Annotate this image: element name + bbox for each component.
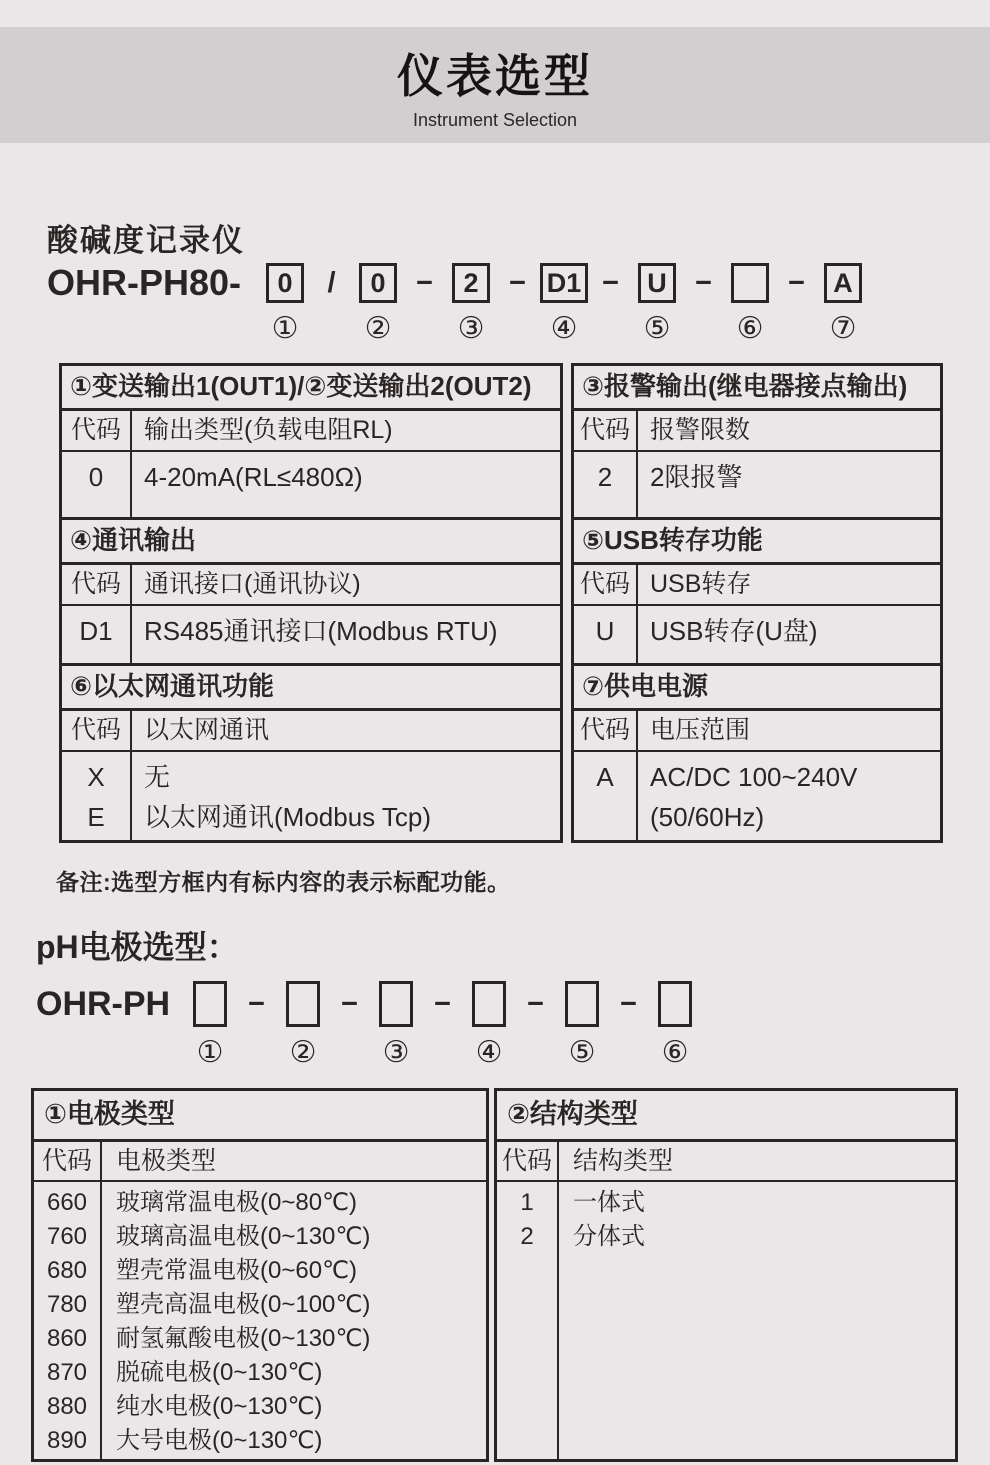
code-line: 680 [46,1257,88,1284]
model-separator: − [341,987,359,1020]
code-cell: U [574,606,638,663]
code-line: A [596,762,614,792]
electrode-type-rows [34,1182,486,1459]
group2-right-subheader [574,565,940,606]
desc-cell [132,752,560,840]
desc-line: 纯水电极(0~130℃) [116,1393,323,1420]
electrode-type-title: ①电极类型 [34,1091,486,1142]
model-code-box: U [638,263,676,303]
slot-number: ⑥ [736,312,764,345]
page-subtitle: Instrument Selection [412,109,578,130]
code-line: 1 [520,1189,534,1216]
slot-number: ⑤ [568,1036,596,1069]
group1-right-title: ③报警输出(继电器接点输出) [574,366,940,411]
model-slot [722,263,778,344]
code-line: X [87,762,105,792]
desc-cell [638,752,940,840]
desc-line: (50/60Hz) [650,802,765,832]
code-header: 代码 [34,1142,102,1180]
model-slot [629,263,685,344]
model-separator: − [434,987,452,1020]
group3-right-row [574,752,940,840]
desc-line: 脱硫电极(0~130℃) [116,1359,323,1386]
group2-left-row [62,606,560,666]
slot-number: ⑦ [829,312,857,345]
structure-type-subheader [497,1142,955,1182]
slot-number: ① [196,1036,224,1069]
group2-left-title: ④通讯输出 [62,520,560,565]
model-code-box: 0 [359,263,397,303]
model-code-box-empty [731,263,769,303]
desc-header: 输出类型(负载电阻RL) [144,416,393,444]
code-line: 660 [46,1189,88,1216]
desc-line: 玻璃常温电极(0~80℃) [116,1189,357,1216]
code-line: 2 [520,1223,534,1250]
recorder-model-line [47,263,871,344]
desc-line: 耐氢氟酸电极(0~130℃) [116,1325,371,1352]
desc-line: 分体式 [573,1223,645,1250]
code-header: 代码 [62,411,132,450]
group3-right-subheader [574,711,940,752]
slot-number: ④ [550,312,578,345]
model-code-box: A [824,263,862,303]
desc-header: 以太网通讯 [144,716,270,744]
code-cell [497,1182,559,1459]
group2-right-title: ⑤USB转存功能 [574,520,940,565]
model-slot [350,263,406,344]
desc-line: 大号电极(0~130℃) [116,1427,323,1454]
electrode-model-prefix: OHR-PH [36,985,171,1023]
code-header: 代码 [497,1142,559,1180]
model-slot [257,263,313,344]
group3-left-rows [62,752,560,840]
group3-left-title: ⑥以太网通讯功能 [62,666,560,711]
electrode-type-subheader [34,1142,486,1182]
code-cell [34,1182,102,1459]
code-cell [62,752,132,840]
code-line: 880 [46,1393,88,1420]
model-code-box-empty [565,981,599,1027]
code-header: 代码 [62,711,132,750]
desc-header: 报警限数 [650,416,751,444]
model-slot [368,981,424,1068]
model-code-box-empty [379,981,413,1027]
code-line: E [87,802,105,832]
model-separator: / [327,266,336,299]
desc-cell: 2限报警 [650,462,743,492]
model-code-box: 0 [266,263,304,303]
desc-line: 玻璃高温电极(0~130℃) [116,1223,371,1250]
group1-left-subheader [62,411,560,452]
slot-number: ③ [457,312,485,345]
group1-left-title: ①变送输出1(OUT1)/②变送输出2(OUT2) [62,366,560,411]
code-cell [574,752,638,840]
code-cell: 0 [62,452,132,517]
code-line: 890 [46,1427,88,1454]
model-slot [461,981,517,1068]
desc-line: 以太网通讯(Modbus Tcp) [144,802,432,832]
model-code-box-empty [193,981,227,1027]
model-slot [443,263,499,344]
model-code-box: 2 [452,263,490,303]
code-line: 860 [46,1325,88,1352]
code-line: 780 [46,1291,88,1318]
electrode-model-line [36,981,703,1068]
desc-header: 结构类型 [573,1147,674,1175]
slot-number: ② [364,312,392,345]
code-cell: 2 [574,452,638,517]
spec-table-right-column [571,363,943,843]
code-header: 代码 [574,411,638,450]
model-slot [182,981,238,1068]
model-slot [815,263,871,344]
model-separator: − [416,266,433,299]
desc-header: 通讯接口(通讯协议) [144,570,361,598]
desc-cell [559,1182,955,1459]
code-header: 代码 [574,565,638,604]
desc-cell: RS485通讯接口(Modbus RTU) [144,616,498,646]
slot-number: ③ [382,1036,410,1069]
slot-number: ④ [475,1036,503,1069]
slot-number: ⑥ [661,1036,689,1069]
group1-right-subheader [574,411,940,452]
structure-type-title: ②结构类型 [497,1091,955,1142]
slot-number: ⑤ [643,312,671,345]
page-title: 仪表选型 [397,49,593,102]
desc-header: 电压范围 [650,716,751,744]
electrode-table [31,1088,958,1462]
spec-table [59,363,943,843]
model-code-box-empty [658,981,692,1027]
electrode-table-left-column [31,1088,489,1462]
model-slot [554,981,610,1068]
code-header: 代码 [62,565,132,604]
desc-cell [102,1182,486,1459]
model-separator: − [248,987,266,1020]
model-slot [536,263,592,344]
model-separator: − [788,266,805,299]
desc-line: 无 [144,762,171,792]
model-separator: − [620,987,638,1020]
group2-left-subheader [62,565,560,606]
recorder-model-prefix: OHR-PH80- [47,262,242,303]
slot-number: ② [289,1036,317,1069]
model-separator: − [695,266,712,299]
group3-left-subheader [62,711,560,752]
desc-line: AC/DC 100~240V [650,762,858,792]
group3-right-title: ⑦供电电源 [574,666,940,711]
note-text: 备注:选型方框内有标内容的表示标配功能。 [56,869,511,895]
desc-header: 电极类型 [116,1147,217,1175]
code-cell: D1 [62,606,132,663]
structure-type-rows [497,1182,955,1459]
model-separator: − [527,987,545,1020]
header-band [0,27,990,143]
code-header: 代码 [574,711,638,750]
electrode-section-heading: pH电极选型： [36,929,239,965]
code-line: 870 [46,1359,88,1386]
model-code-box: D1 [540,263,589,303]
desc-line: 塑壳高温电极(0~100℃) [116,1291,371,1318]
desc-cell: 4-20mA(RL≤480Ω) [144,462,363,492]
model-slot [647,981,703,1068]
desc-line: 塑壳常温电极(0~60℃) [116,1257,357,1284]
model-separator: − [602,266,619,299]
group1-left-row [62,452,560,520]
desc-cell: USB转存(U盘) [650,616,818,646]
desc-header: USB转存 [650,570,752,598]
group1-right-row [574,452,940,520]
electrode-table-right-column [494,1088,958,1462]
slot-number: ① [271,312,299,345]
desc-line: 一体式 [573,1189,645,1216]
code-line: 760 [46,1223,88,1250]
spec-table-left-column [59,363,563,843]
model-slot [275,981,331,1068]
group2-right-row [574,606,940,666]
model-code-box-empty [472,981,506,1027]
model-code-box-empty [286,981,320,1027]
model-separator: − [509,266,526,299]
recorder-section-heading: 酸碱度记录仪 [47,223,245,258]
